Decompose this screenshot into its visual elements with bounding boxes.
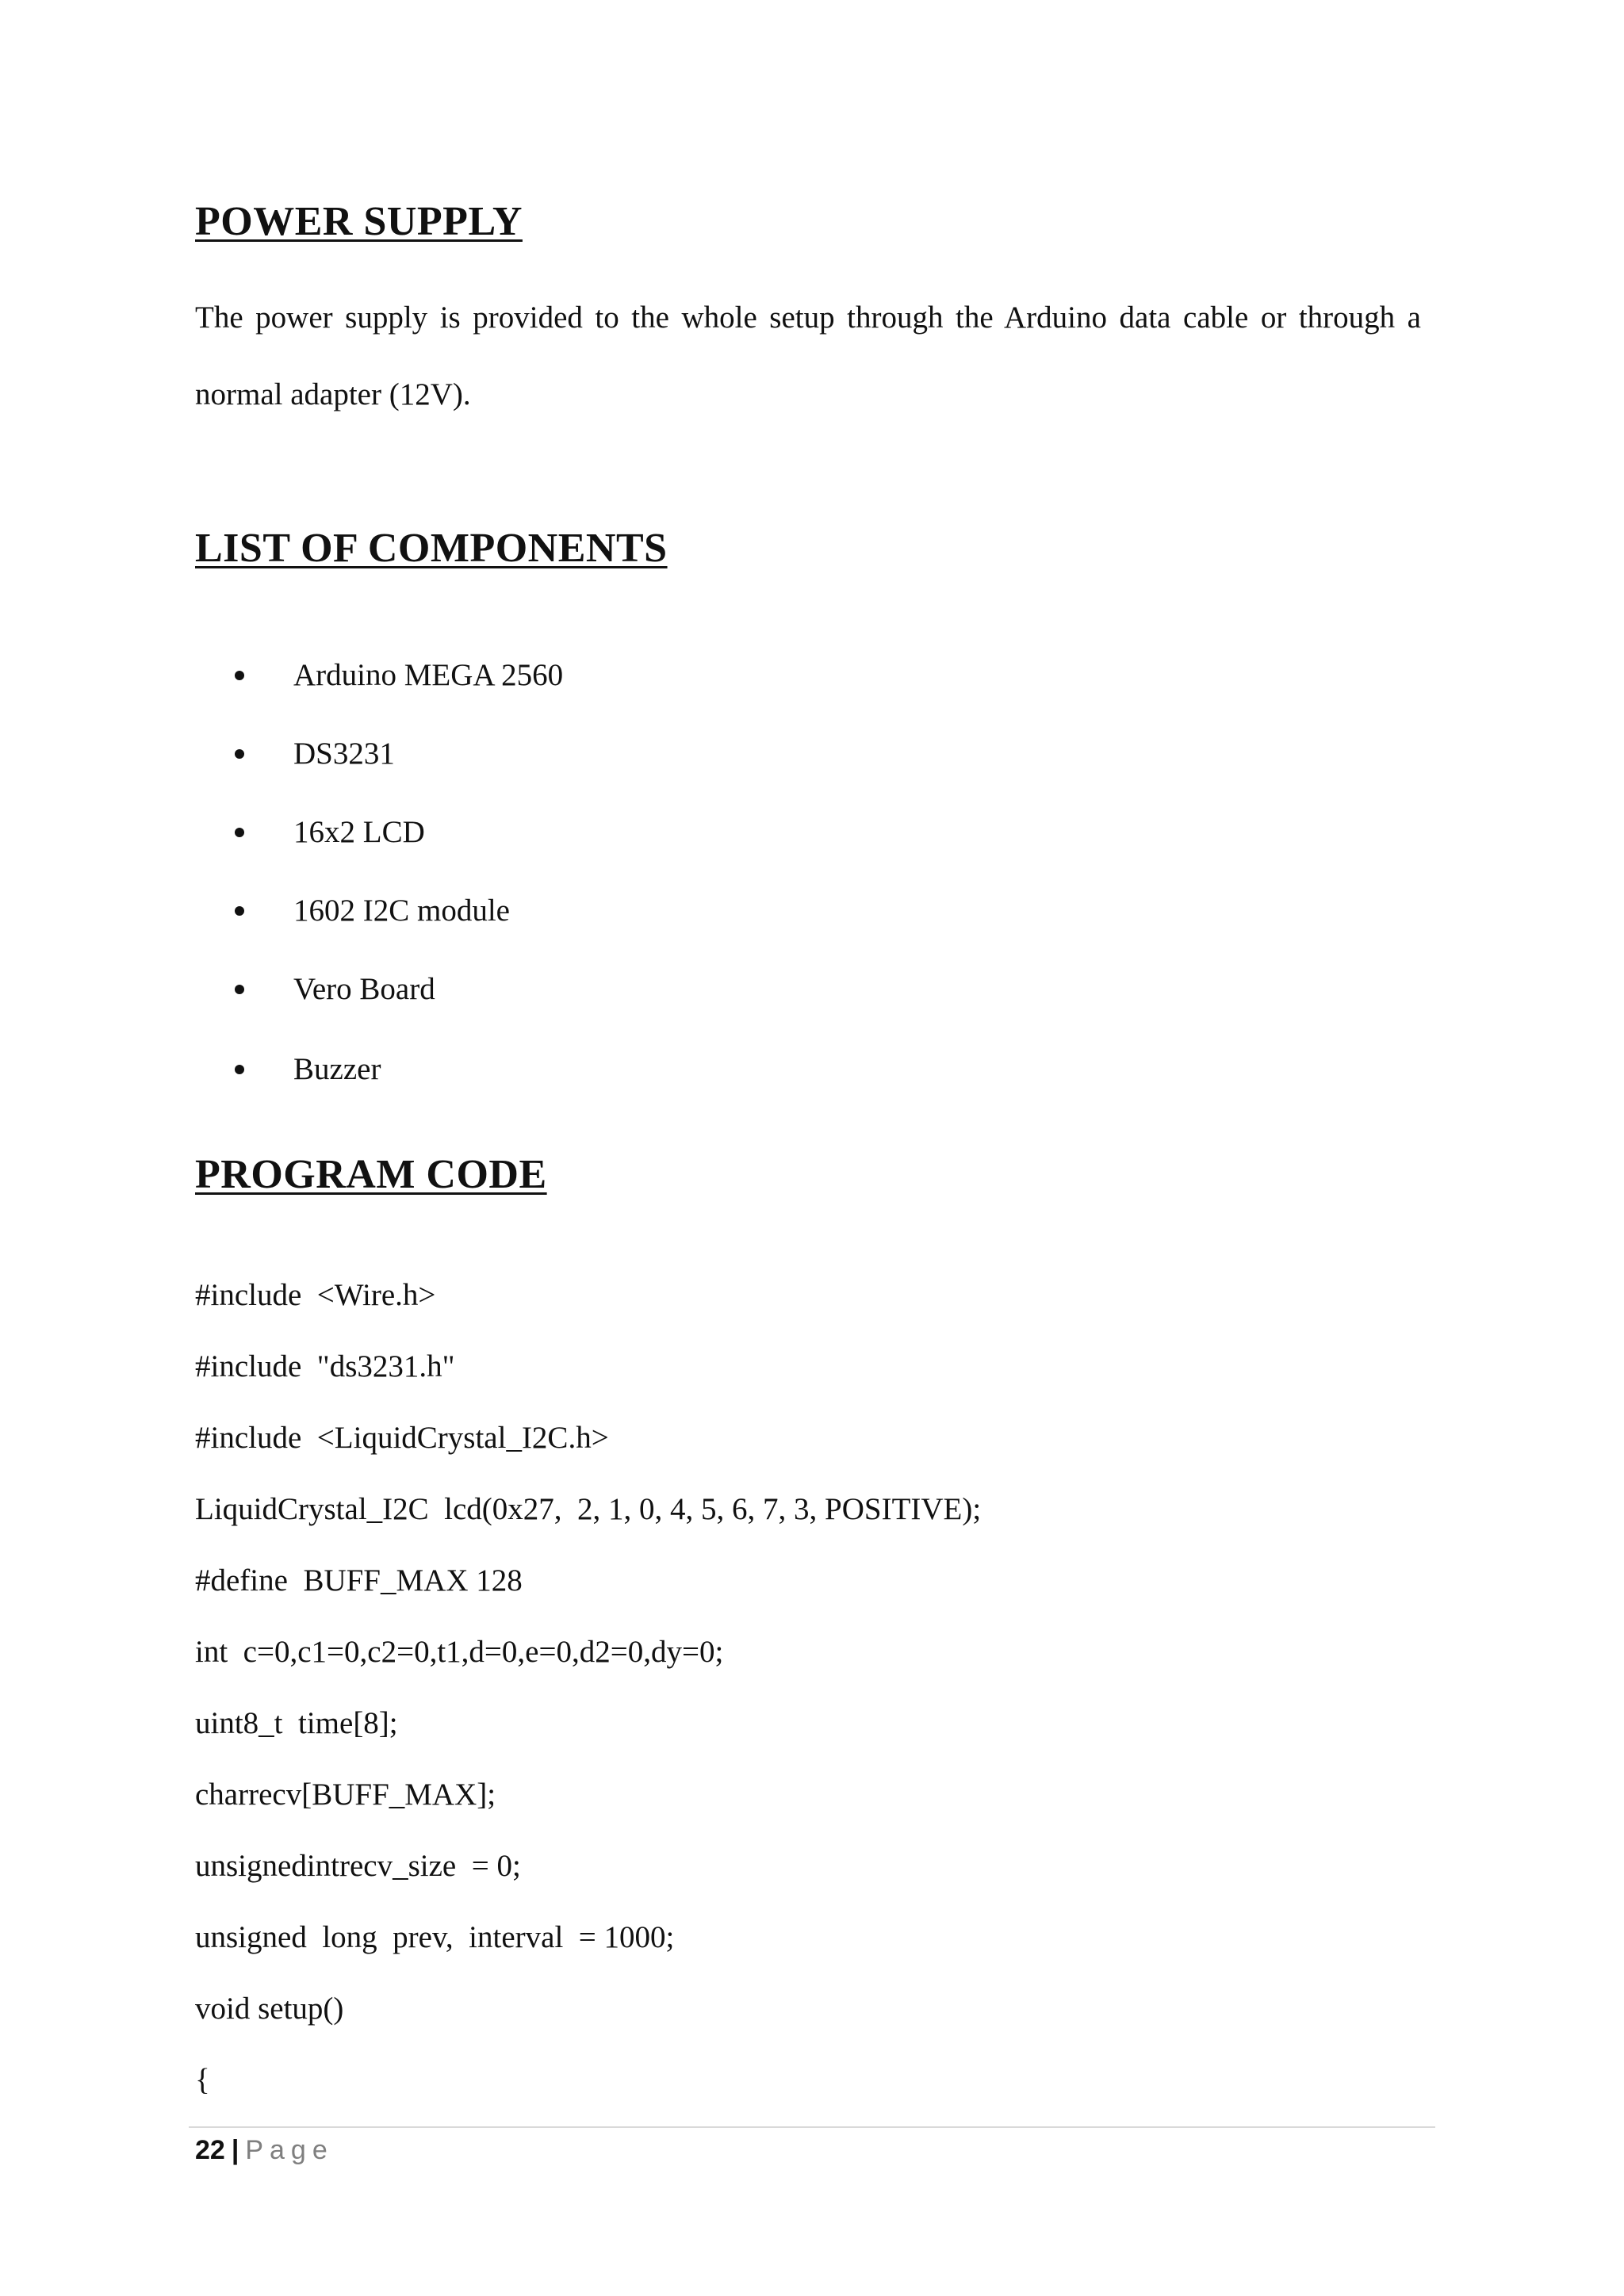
bullet-icon	[235, 749, 244, 759]
bullet-icon	[235, 1065, 244, 1074]
code-line: LiquidCrystal_I2C lcd(0x27, 2, 1, 0, 4, 5, 6, 7, 3, POSITIVE);	[195, 1492, 982, 1526]
component-label: 16x2 LCD	[293, 815, 425, 849]
bullet-icon	[235, 671, 244, 680]
code-line: void setup()	[195, 1992, 344, 2026]
code-line: #include <LiquidCrystal_I2C.h>	[195, 1421, 609, 1455]
bullet-icon	[235, 985, 244, 994]
power-supply-line-1: The power supply is provided to the whole setup through the Arduino data cable or through a	[195, 300, 1421, 335]
code-line: unsigned long prev, interval = 1000;	[195, 1920, 675, 1954]
code-line: #include "ds3231.h"	[195, 1349, 455, 1383]
footer-divider	[189, 2126, 1435, 2128]
code-line: charrecv[BUFF_MAX];	[195, 1777, 496, 1812]
code-line: uint8_t time[8];	[195, 1706, 398, 1740]
bullet-icon	[235, 828, 244, 837]
program-code-heading: PROGRAM CODE	[195, 1152, 547, 1197]
power-supply-heading: POWER SUPPLY	[195, 199, 523, 244]
component-label: Arduino MEGA 2560	[293, 658, 564, 692]
component-label: DS3231	[293, 737, 395, 771]
code-line: int c=0,c1=0,c2=0,t1,d=0,e=0,d2=0,dy=0;	[195, 1635, 724, 1669]
component-label: 1602 I2C module	[293, 894, 510, 928]
page-label: Page	[245, 2135, 334, 2165]
footer-separator: |	[231, 2135, 239, 2165]
page-number: 22	[195, 2135, 225, 2165]
bullet-icon	[235, 906, 244, 916]
component-label: Vero Board	[293, 972, 435, 1006]
code-line: #define BUFF_MAX 128	[195, 1563, 523, 1598]
power-supply-line-2: normal adapter (12V).	[195, 377, 471, 411]
code-line: {	[195, 2063, 210, 2097]
code-line: #include <Wire.h>	[195, 1278, 436, 1312]
code-line: unsignedintrecv_size = 0;	[195, 1849, 521, 1883]
component-label: Buzzer	[293, 1052, 381, 1086]
page-footer	[195, 2133, 334, 2168]
components-heading: LIST OF COMPONENTS	[195, 526, 668, 571]
